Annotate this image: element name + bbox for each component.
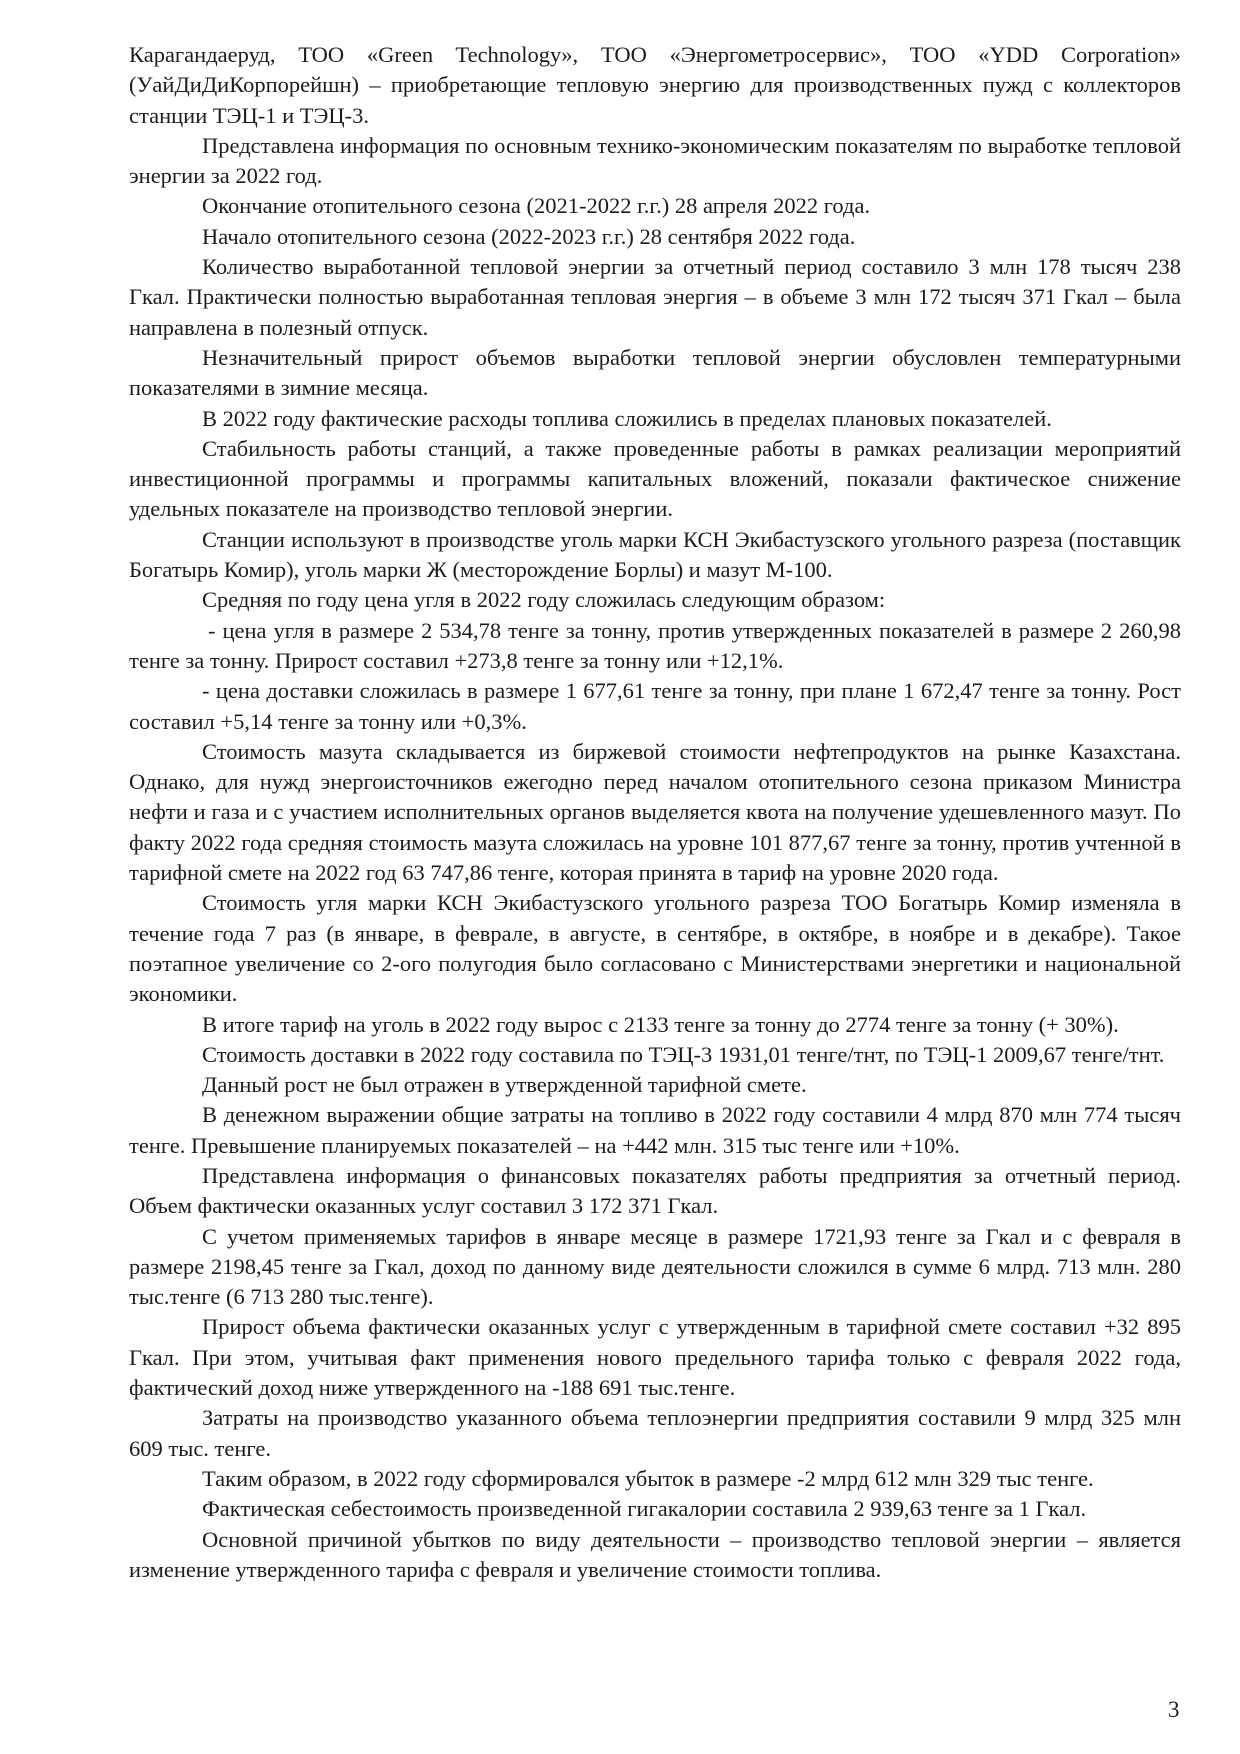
paragraph-16: Стоимость доставки в 2022 году составила по ТЭЦ-3 1931,01 тенге/тнт, по ТЭЦ-1 2009,67 тенге/тнт. — [202, 1041, 1165, 1067]
paragraph-2: Представлена информация по основным технико-экономическим показателям по выработке тепловой энергии за 2022 год. — [129, 132, 1181, 189]
page-number: 3 — [1168, 1697, 1180, 1722]
paragraph-17: Данный рост не был отражен в утвержденной тарифной смете. — [202, 1072, 807, 1098]
paragraph-3: Окончание отопительного сезона (2021-2022 г.г.) 28 апреля 2022 года. — [202, 193, 871, 219]
paragraph-11: - цена угля в размере 2 534,78 тенге за тонну, против утвержденных показателей в размере 2 260,98 тенге за тонну. Прирост составил +273,8 тенге за тонну или +12,1%. — [129, 617, 1181, 673]
paragraph-12: - цена доставки сложилась в размере 1 677,61 тенге за тонну, при плане 1 672,47 тенге за тонну. Рост составил +5,14 тенге за тонну или +0,3%. — [129, 678, 1181, 734]
paragraph-8: Стабильность работы станций, а также проведенные работы в рамках реализации мероприятий инвестиционной программы и программы капитальных вложений, показали фактическое снижение удельных показателе на производство тепловой энергии. — [129, 435, 1181, 522]
paragraph-5: Количество выработанной тепловой энергии за отчетный период составило 3 млн 178 тысяч 238 Гкал. Практически полностью выработанная тепловая энергия – в объеме 3 млн 172 тысяч 371 Гкал – была направлена в полезный отпуск. — [129, 254, 1181, 340]
paragraph-10: Средняя по году цена угля в 2022 году сложилась следующим образом: — [202, 587, 886, 613]
paragraph-19: Представлена информация о финансовых показателях работы предприятия за отчетный период. Объем фактически оказанных услуг составил 3 172 371 Гкал. — [129, 1162, 1181, 1219]
paragraph-9: Станции используют в производстве уголь марки КСН Экибастузского угольного разреза (поставщик Богатырь Комир), уголь марки Ж (месторождение Борлы) и мазут М-100. — [129, 526, 1181, 583]
paragraph-23: Таким образом, в 2022 году сформировался убыток в размере -2 млрд 612 млн 329 тыс тенге. — [202, 1465, 1094, 1491]
body-text — [129, 40, 1181, 1585]
paragraph-6: Незначительный прирост объемов выработки тепловой энергии обусловлен температурными показателями в зимние месяца. — [129, 344, 1181, 401]
paragraph-1: Карагандаеруд, ТОО «Green Technology», ТОО «Энергометросервис», ТОО «YDD Corporation» (УайДиДиКорпорейшн) – приобретающие тепловую энергию для производственных пужд с коллекторов станции ТЭЦ-1 и ТЭЦ-3. — [129, 42, 1181, 128]
paragraph-14: Стоимость угля марки КСН Экибастузского угольного разреза ТОО Богатырь Комир изменяла в течение года 7 раз (в январе, в феврале, в августе, в сентябре, в октябре, в ноябре и в декабре). Такое поэтапное увеличение со 2-ого полугодия было согласовано с Министерствами энергетики и национальной экономики. — [129, 890, 1181, 1007]
paragraph-25: Основной причиной убытков по виду деятельности – производство тепловой энергии – является изменение утвержденного тарифа с февраля и увеличение стоимости топлива. — [129, 1526, 1181, 1582]
paragraph-4: Начало отопительного сезона (2022-2023 г.г.) 28 сентября 2022 года. — [202, 223, 856, 249]
paragraph-7: В 2022 году фактические расходы топлива сложились в пределах плановых показателей. — [202, 405, 1052, 431]
paragraph-22: Затраты на производство указанного объема теплоэнергии предприятия составили 9 млрд 325 млн 609 тыс. тенге. — [129, 1405, 1181, 1461]
paragraph-15: В итоге тариф на уголь в 2022 году вырос с 2133 тенге за тонну до 2774 тенге за тонну (+ 30%). — [202, 1011, 1119, 1037]
paragraph-13: Стоимость мазута складывается из биржевой стоимости нефтепродуктов на рынке Казахстана. Однако, для нужд энергоисточников ежегодно перед началом отопительного сезона приказом Министра нефти и газа и с участием исполнительных органов выделяется квота на получение удешевленного мазут. По факту 2022 года средняя стоимость мазута сложилась на уровне 101 877,67 тенге за тонну, против учтенной в тарифной смете на 2022 год 63 747,86 тенге, которая принята в тариф на уровне 2020 года. — [129, 738, 1181, 886]
paragraph-18: В денежном выражении общие затраты на топливо в 2022 году составили 4 млрд 870 млн 774 тысяч тенге. Превышение планируемых показателей – на +442 млн. 315 тыс тенге или +10%. — [129, 1102, 1181, 1158]
paragraph-20: С учетом применяемых тарифов в январе месяце в размере 1721,93 тенге за Гкал и с февраля в размере 2198,45 тенге за Гкал, доход по данному виде деятельности сложился в сумме 6 млрд. 713 млн. 280 тыс.тенге (6 713 280 тыс.тенге). — [129, 1223, 1181, 1310]
paragraph-24: Фактическая себестоимость произведенной гигакалории составила 2 939,63 тенге за 1 Гкал. — [202, 1496, 1087, 1522]
paragraph-21: Прирост объема фактически оказанных услуг с утвержденным в тарифной смете составил +32 895 Гкал. При этом, учитывая факт применения нового предельного тарифа только с февраля 2022 года, фактический доход ниже утвержденного на -188 691 тыс.тенге. — [129, 1314, 1181, 1401]
